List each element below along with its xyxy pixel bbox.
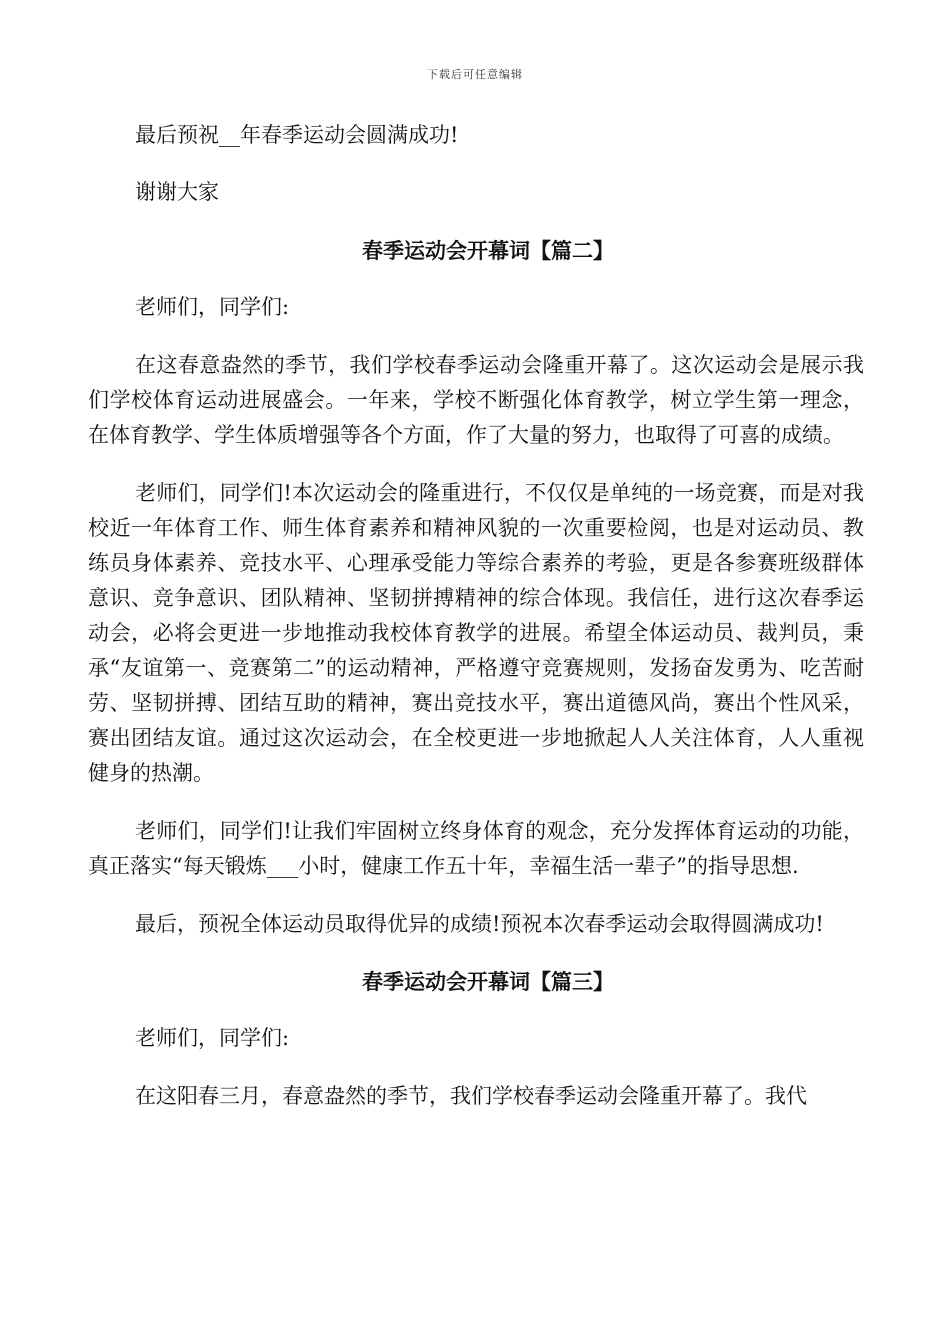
document-body xyxy=(88,118,864,1114)
thanks-line: 谢谢大家 xyxy=(135,180,219,204)
closing-wish: 最后预祝__年春季运动会圆满成功! xyxy=(135,123,459,147)
greeting-part3: 老师们，同学们: xyxy=(135,1026,290,1050)
paragraph: 在这阳春三月，春意盎然的季节，我们学校春季运动会隆重开幕了。我代 xyxy=(135,1084,807,1108)
section-title-part2: 春季运动会开幕词【篇二】 xyxy=(362,238,614,263)
paragraph: 最后，预祝全体运动员取得优异的成绩!预祝本次春季运动会取得圆满成功! xyxy=(135,912,824,936)
paragraph: 在这春意盎然的季节，我们学校春季运动会隆重开幕了。这次运动会是展示我们学校体育运动进展盛会。一年来，学校不断强化体育教学，树立学生第一理念，在体育教学、学生体质增强等各个方面，作了大量的努力，也取得了可喜的成绩。 xyxy=(88,353,864,447)
paragraph: 老师们，同学们!让我们牢固树立终身体育的观念，充分发挥体育运动的功能，真正落实“每天锻炼___小时，健康工作五十年，幸福生活一辈子”的指导思想. xyxy=(88,819,864,878)
greeting-part2: 老师们，同学们: xyxy=(135,295,290,319)
paragraph: 老师们，同学们!本次运动会的隆重进行，不仅仅是单纯的一场竞赛，而是对我校近一年体育工作、师生体育素养和精神风貌的一次重要检阅，也是对运动员、教练员身体素养、竞技水平、心理承受能力等综合素养的考验，更是各参赛班级群体意识、竞争意识、团队精神、坚韧拼搏精神的综合体现。我信任，进行这次春季运动会，必将会更进一步地推动我校体育教学的进展。希望全体运动员、裁判员，秉承“友谊第一、竞赛第二”的运动精神，严格遵守竞赛规则，发扬奋发勇为、吃苦耐劳、坚韧拼搏、团结互助的精神，赛出竞技水平，赛出道德风尚，赛出个性风采，赛出团结友谊。通过这次运动会，在全校更进一步地掀起人人关注体育，人人重视健身的热潮。 xyxy=(88,481,864,785)
page-header-note: 下载后可任意编辑 xyxy=(427,68,523,81)
section-title-part3: 春季运动会开幕词【篇三】 xyxy=(362,969,614,994)
